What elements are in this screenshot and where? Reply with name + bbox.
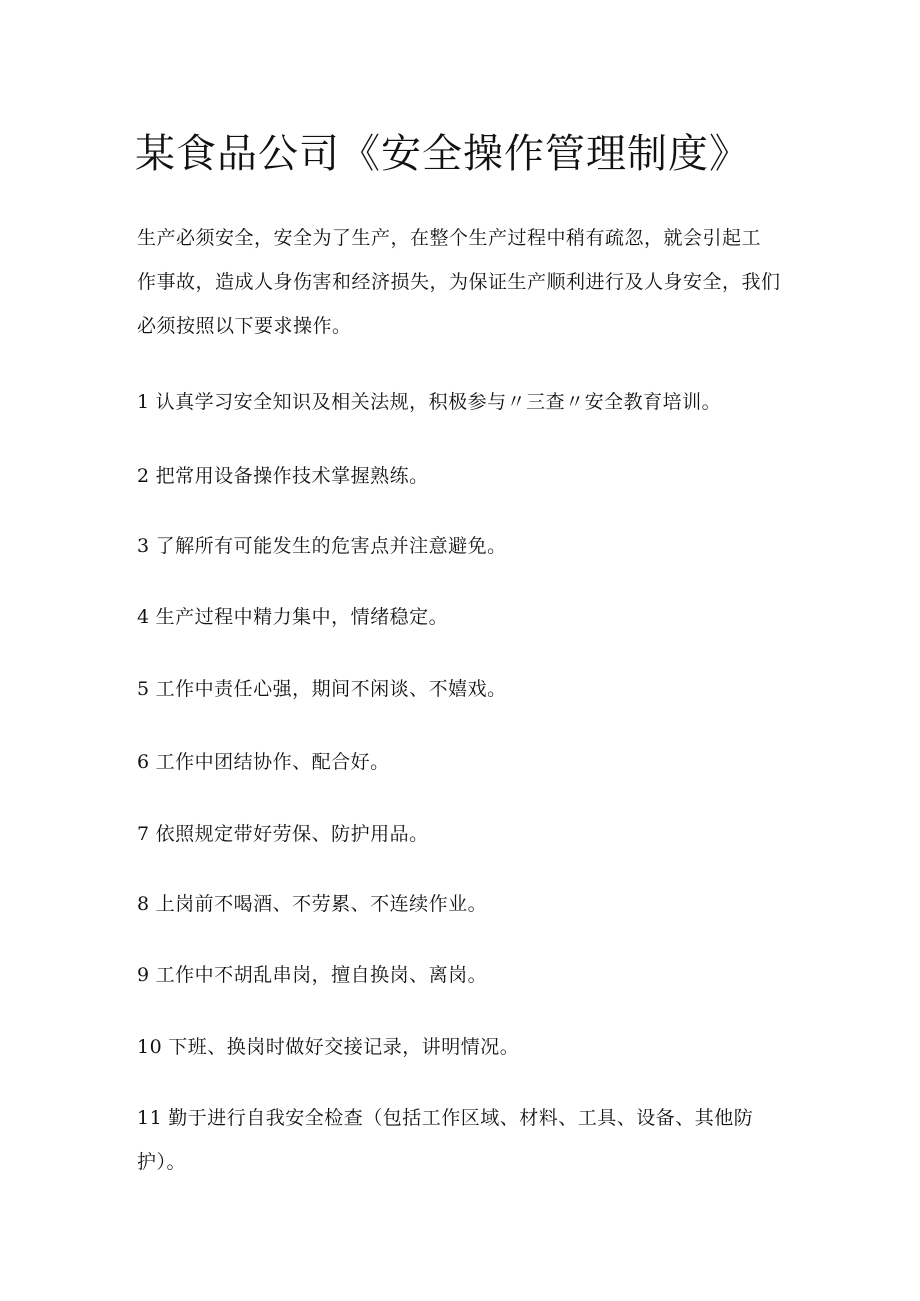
document-title: 某食品公司《安全操作管理制度》 [135, 131, 750, 177]
rule-text: 生产过程中精力集中，情绪稳定。 [155, 606, 449, 628]
rule-text: 工作中责任心强，期间不闲谈、不嬉戏。 [155, 678, 507, 700]
rule-number: 11 [137, 1107, 163, 1129]
intro-line: 作事故，造成人身伤害和经济损失，为保证生产顺利进行及人身安全，我们 [137, 271, 781, 293]
rule-number: 7 [137, 823, 150, 845]
rule-item-4 [137, 595, 787, 639]
rule-text: 把常用设备操作技术掌握熟练。 [155, 465, 429, 487]
rule-number: 1 [137, 391, 150, 413]
rule-item-8 [137, 882, 787, 926]
rule-number: 3 [137, 535, 150, 557]
rule-text: 下班、换岗时做好交接记录，讲明情况。 [168, 1036, 520, 1058]
rule-line [137, 1096, 787, 1140]
rule-number: 4 [137, 606, 150, 628]
rule-item-2 [137, 454, 787, 498]
rule-item-11 [137, 1096, 787, 1184]
rule-text: 了解所有可能发生的危害点并注意避免。 [155, 535, 507, 557]
rule-number: 6 [137, 751, 150, 773]
rule-item-5 [137, 667, 787, 711]
intro-line: 生产必须安全，安全为了生产，在整个生产过程中稍有疏忽，就会引起工 [137, 227, 762, 249]
rule-item-7 [137, 812, 787, 856]
rule-text: 勤于进行自我安全检查（包括工作区域、材料、工具、设备、其他防 [168, 1107, 754, 1129]
rule-item-1 [137, 380, 787, 424]
rule-item-6 [137, 740, 787, 784]
rule-item-3 [137, 524, 787, 568]
intro-line: 必须按照以下要求操作。 [137, 315, 352, 337]
rule-number: 2 [137, 465, 150, 487]
rule-text: 认真学习安全知识及相关法规，积极参与〃三查〃安全教育培训。 [155, 391, 722, 413]
rule-item-10 [137, 1025, 787, 1069]
rule-number: 10 [137, 1036, 163, 1058]
rule-number: 8 [137, 893, 150, 915]
rule-text: 上岗前不喝酒、不劳累、不连续作业。 [155, 893, 488, 915]
rule-text: 依照规定带好劳保、防护用品。 [155, 823, 429, 845]
rule-text-continued: 护）。 [137, 1151, 187, 1173]
rule-item-9 [137, 953, 787, 997]
rule-text: 工作中团结协作、配合好。 [155, 751, 390, 773]
rule-text: 工作中不胡乱串岗，擅自换岗、离岗。 [155, 964, 488, 986]
intro-paragraph [137, 216, 787, 348]
rule-number: 5 [137, 678, 150, 700]
rule-number: 9 [137, 964, 150, 986]
